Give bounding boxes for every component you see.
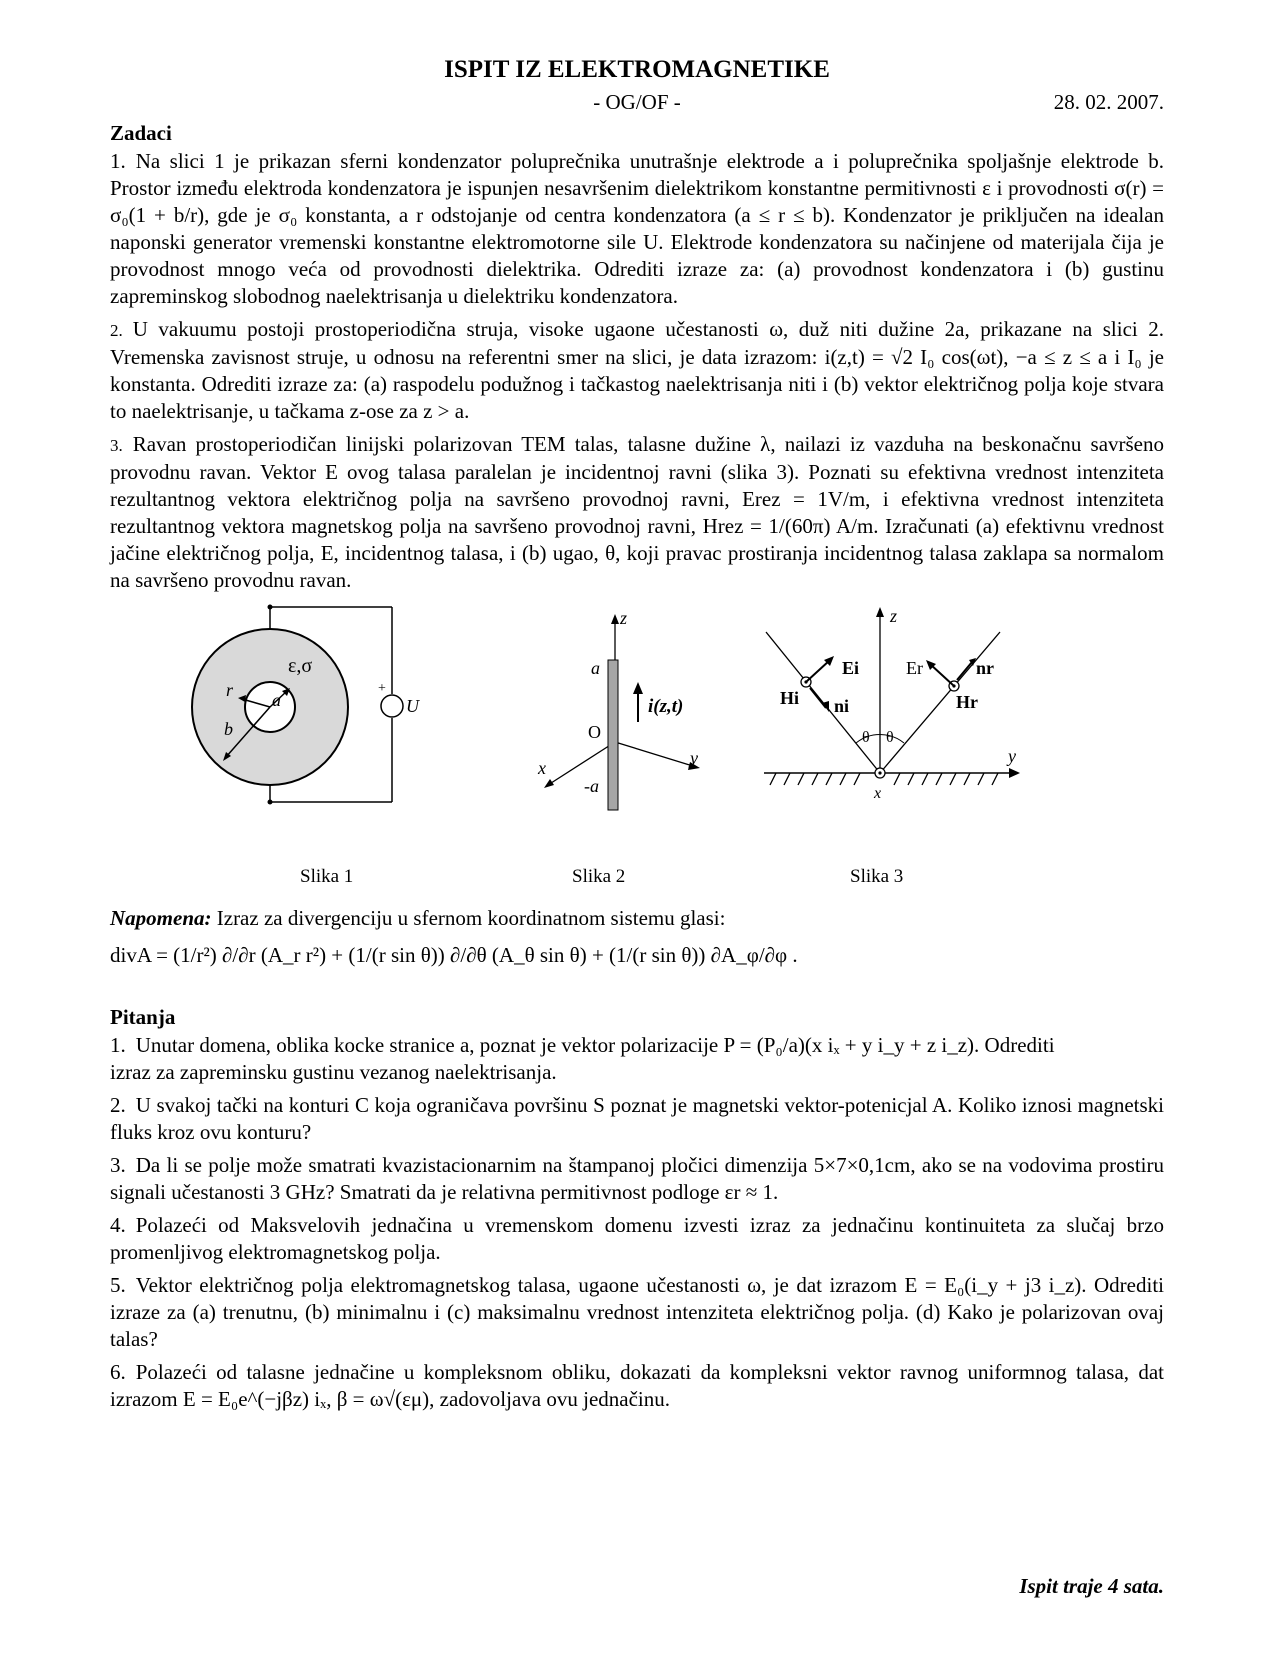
fig3-label-Er: Er	[906, 658, 923, 678]
caption-slika-2: Slika 2	[572, 866, 626, 887]
fig3-label-Ei: Ei	[842, 658, 860, 678]
fig2-label-x: x	[538, 758, 546, 778]
fig2-label-z: z	[620, 608, 628, 628]
zadatak-1	[110, 148, 1164, 310]
zadatak-1-text: Na slici 1 je prikazan sferni kondenzator poluprečnika unutrašnje elektrode a i poluprečnika spoljašnje elektrode b. Prostor između elektroda kondenzatora je ispunjen nesavršenim dielektrikom konstantne permitivnosti ε i provodnosti σ(r) = σ₀(1 + b/r), gde je σ₀ konstanta, a r odstojanje od centra kondenzatora (a ≤ r ≤ b). Kondenzator je priključen na idealan naponski generator vremenski konstantne elektromotorne sile U. Elektrode kondenzatora su načinjene od materijala čija je provodnost mnogo veća od provodnosti dielektrika. Odrediti izraze za: (a) provodnost kondenzatora i (b) gustinu zapreminskog slobodnog naelektrisanja u dielektriku kondenzatora.	[110, 149, 1164, 308]
wire	[608, 660, 618, 810]
fig3-label-ni: ni	[834, 696, 850, 716]
figures-row	[110, 602, 1164, 862]
napomena-text: Izraz za divergenciju u sfernom koordinatnom sistemu glasi:	[216, 906, 726, 930]
zadatak-3	[110, 431, 1164, 594]
fig1-label-U: U	[406, 696, 419, 716]
exam-title: ISPIT IZ ELEKTROMAGNETIKE	[444, 56, 830, 83]
zadatak-3-text: Ravan prostoperiodičan linijski polarizovan TEM talas, talasne dužine λ, nailazi iz vazduha na beskonačnu savršeno provodnu ravan. Vektor E ovog talasa paralelan je incidentnoj ravni (slika 3). Poznati su efektivna vrednost intenziteta rezultantnog vektora električnog polja na savršeno provodnoj ravni, Erez = 1V/m, i efektivna vrednost intenziteta rezultantnog vektora magnetskog polja na savršeno provodnoj ravni, Hrez = 1/(60π) A/m. Izračunati (a) efektivnu vrednost jačine električnog polja, E, incidentnog talasa, i (b) ugao, θ, koji pravac prostiranja incidentnog talasa zaklapa sa normalom na savršeno provodnu ravan.	[110, 432, 1164, 592]
caption-slika-1: Slika 1	[300, 866, 354, 887]
pitanje-6	[110, 1359, 1164, 1413]
divergence-formula-text: divA = (1/r²) ∂/∂r (A_r r²) + (1/(r sin θ)) ∂/∂θ (A_θ sin θ) + (1/(r sin θ)) ∂A_φ/∂φ .	[110, 943, 798, 967]
exam-duration-note: Ispit traje 4 sata.	[1019, 1574, 1164, 1598]
pitanje-3-num: 3.	[110, 1153, 126, 1177]
pitanje-5-num: 5.	[110, 1273, 126, 1297]
fig3-label-theta-2: θ	[886, 729, 894, 746]
pitanje-1	[110, 1032, 1164, 1086]
fig3-label-y: y	[1008, 746, 1016, 766]
fig1-label-eps: ε,σ	[288, 655, 313, 677]
pitanje-3-text: Da li se polje može smatrati kvazistacionarnim na štampanoj pločici dimenzija 5×7×0,1cm, ako se na vodovima prostiru signali učestanosti 3 GHz? Smatrati da je relativna permitivnost podloge εr ≈ 1.	[110, 1153, 1164, 1204]
fig3-label-theta-1: θ	[862, 729, 870, 746]
generator-symbol	[381, 695, 403, 717]
figure-1-spherical-capacitor	[190, 602, 450, 812]
fig3-label-Hi: Hi	[780, 688, 800, 708]
pitanje-1-text-a: Unutar domena, oblika kocke stranice a, poznat je vektor polarizacije P = (P₀/a)(x iₓ + y i_y + z i_z). Odrediti	[135, 1033, 1055, 1057]
pitanje-4-num: 4.	[110, 1213, 126, 1237]
fig1-label-a: a	[272, 690, 281, 710]
fig1-label-plus: +	[378, 681, 386, 696]
fig3-label-nr: nr	[976, 658, 994, 678]
napomena-label: Napomena:	[110, 906, 212, 930]
zadatak-2	[110, 316, 1164, 425]
pitanje-5	[110, 1272, 1164, 1353]
exam-page	[110, 54, 1164, 1598]
figure-captions	[110, 862, 1164, 896]
pitanje-1-text-b: izraz za zapreminsku gustinu vezanog naelektrisanja.	[110, 1060, 557, 1084]
section-zadaci: Zadaci	[110, 121, 172, 145]
exam-date: 28. 02. 2007.	[1053, 90, 1164, 114]
pitanje-4	[110, 1212, 1164, 1266]
subtitle-row	[110, 86, 1164, 118]
figure-2-wire	[520, 602, 720, 812]
pitanje-3	[110, 1152, 1164, 1206]
fig3-label-x: x	[874, 785, 882, 802]
section-pitanja: Pitanja	[110, 1005, 176, 1029]
caption-slika-3: Slika 3	[850, 866, 904, 887]
fig2-label-y: y	[690, 748, 698, 768]
pitanje-6-text: Polazeći od talasne jednačine u kompleksnom obliku, dokazati da kompleksni vektor ravnog uniformnog talasa, dat izrazom E = E₀e^(−jβz) iₓ, β = ω√(εμ), zadovoljava ovu jednačinu.	[110, 1360, 1164, 1411]
zadatak-2-num: 2.	[110, 321, 123, 340]
figure-3-wave-reflection	[750, 602, 1050, 812]
pitanje-2-text: U svakoj tački na konturi C koja ograničava površinu S poznat je magnetski vektor-potenicjal A. Koliko iznosi magnetski fluks kroz ovu konturu?	[110, 1093, 1164, 1144]
napomena	[110, 904, 1164, 932]
zadatak-3-num: 3.	[110, 436, 123, 455]
pitanje-5-text: Vektor električnog polja elektromagnetskog talasa, ugaone učestanosti ω, je dat izrazom E = E₀(i_y + j3 i_z). Odrediti izraze za (a) trenutnu, (b) minimalnu i (c) maksimalnu vrednost intenziteta električnog polja. (d) Kako je polarizovan ovaj talas?	[110, 1273, 1164, 1351]
exam-group: - OG/OF -	[593, 90, 681, 114]
fig2-label-minus-a: -a	[584, 776, 599, 796]
fig3-label-z: z	[890, 606, 898, 626]
zadatak-2-text: U vakuumu postoji prostoperiodična struja, visoke ugaone učestanosti ω, duž niti dužine 2a, prikazane na slici 2. Vremenska zavisnost struje, u odnosu na referentni smer na slici, je data izrazom: i(z,t) = √2 I₀ cos(ωt), −a ≤ z ≤ a i I₀ je konstanta. Odrediti izraze za: (a) raspodelu podužnog i tačkastog naelektrisanja niti i (b) vektor električnog polja koje stvara to naelektrisanje, u tačkama z-ose za z > a.	[110, 317, 1164, 423]
pitanje-2-num: 2.	[110, 1093, 126, 1117]
fig2-label-O: O	[588, 722, 601, 742]
fig2-label-i: i(z,t)	[648, 696, 684, 717]
divergence-formula	[110, 932, 1164, 1002]
fig1-label-b: b	[224, 719, 233, 739]
fig1-label-r: r	[226, 680, 234, 700]
pitanje-6-num: 6.	[110, 1360, 126, 1384]
pitanje-4-text: Polazeći od Maksvelovih jednačina u vremenskom domenu izvesti izraz za jednačinu kontinuiteta za slučaj brzo promenljivog elektromagnetskog polja.	[110, 1213, 1164, 1264]
pitanje-2	[110, 1092, 1164, 1146]
pitanje-1-num: 1.	[110, 1033, 126, 1057]
fig3-label-Hr: Hr	[956, 692, 978, 712]
zadatak-1-num: 1.	[110, 149, 126, 173]
fig2-label-a: a	[591, 658, 600, 678]
